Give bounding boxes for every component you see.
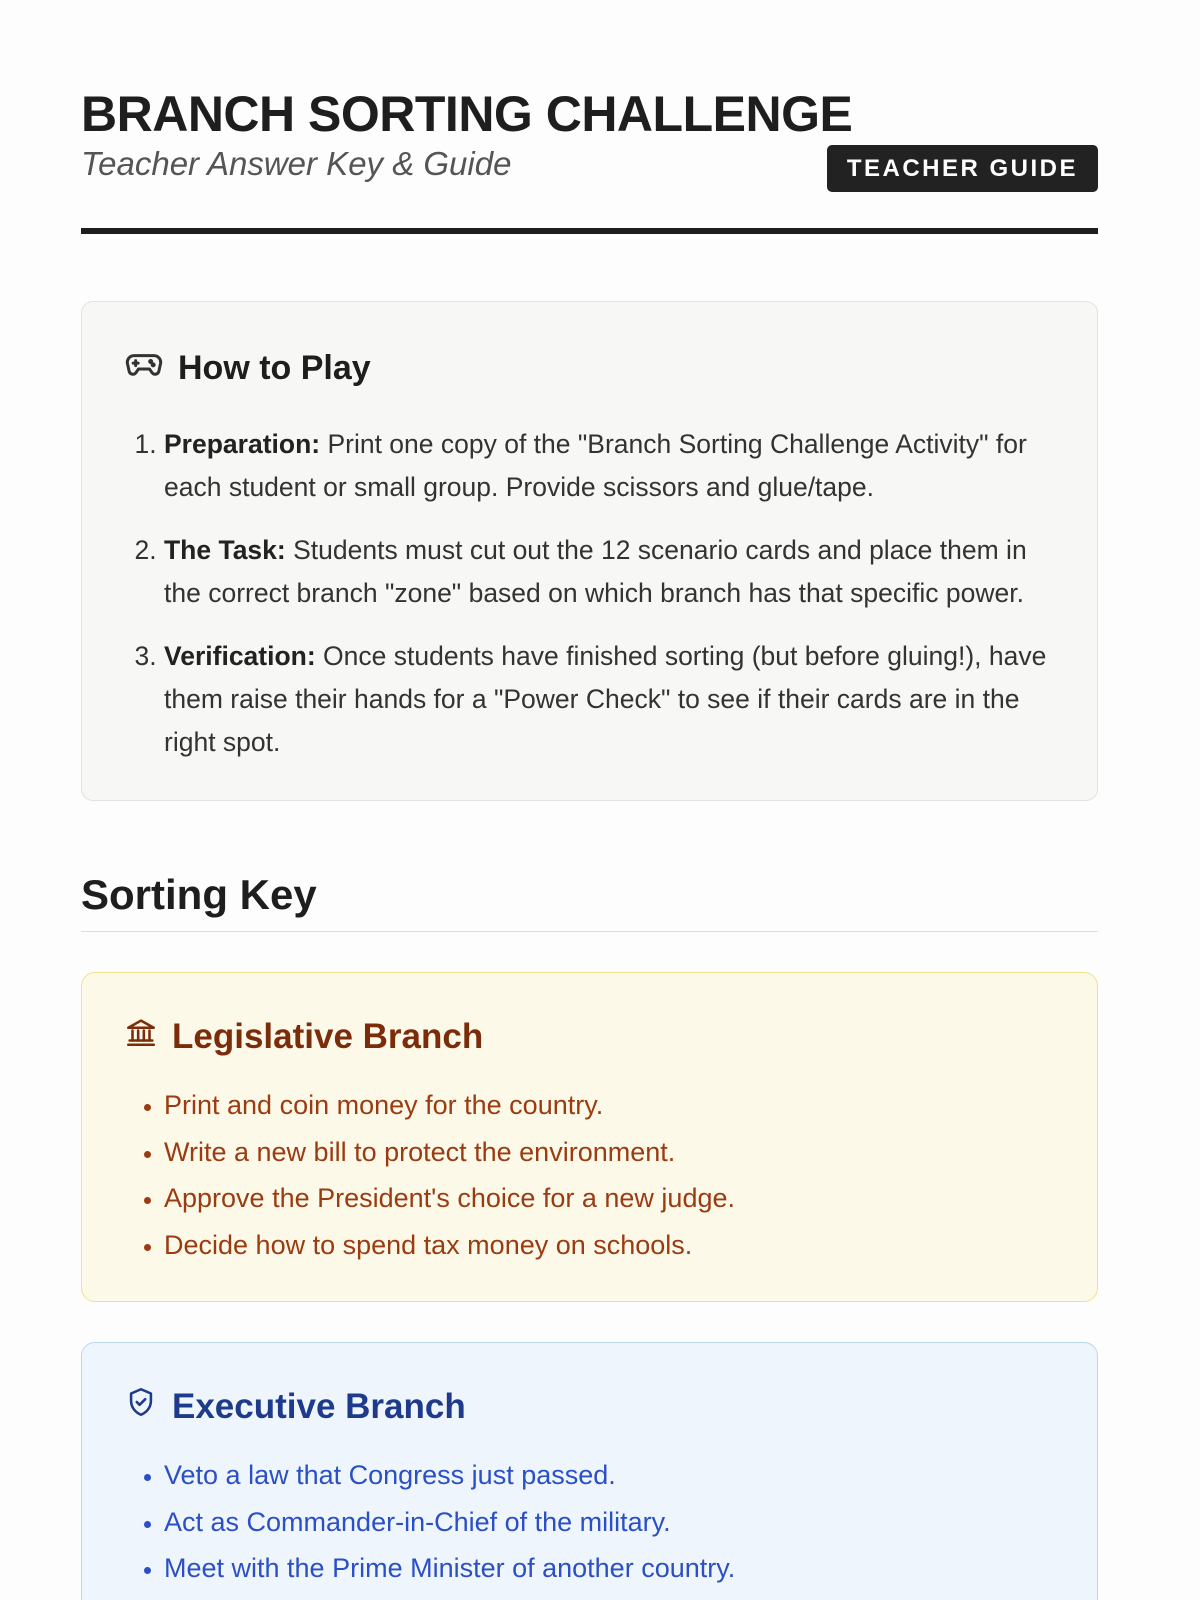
teacher-guide-badge: TEACHER GUIDE: [827, 145, 1098, 192]
executive-branch-title: Executive Branch: [172, 1386, 466, 1426]
executive-branch-heading: [124, 1385, 1057, 1428]
how-to-play-title: How to Play: [178, 349, 371, 387]
how-to-play-panel: [81, 301, 1098, 801]
list-item: • Act as Commander-in-Chief of the military.: [164, 1499, 1057, 1546]
legislative-branch-title: Legislative Branch: [172, 1016, 484, 1056]
step-label: The Task:: [164, 535, 286, 565]
instruction-step: [164, 529, 1057, 615]
step-text: Once students have finished sorting (but before gluing!), have them raise their hands for a "Power Check" to see if their cards are in the right spot.: [164, 641, 1047, 757]
list-item: • Veto a law that Congress just passed.: [164, 1452, 1057, 1499]
gamepad-icon: [124, 344, 164, 393]
instruction-step: [164, 423, 1057, 509]
instruction-steps: [124, 423, 1057, 764]
list-item: • Decide how to spend tax money on schools.: [164, 1222, 1057, 1269]
capitol-building-icon: [124, 1015, 158, 1058]
list-item: • Meet with the Prime Minister of another country.: [164, 1545, 1057, 1592]
executive-branch-card: [81, 1342, 1098, 1600]
step-text: Print one copy of the "Branch Sorting Challenge Activity" for each student or small group. Provide scissors and glue/tape.: [164, 429, 1027, 502]
list-item: • Approve the President's choice for a new judge.: [164, 1175, 1057, 1222]
shield-check-icon: [124, 1385, 158, 1428]
sorting-key-heading: Sorting Key: [81, 871, 1098, 932]
step-label: Verification:: [164, 641, 316, 671]
document-header: [81, 0, 1098, 234]
legislative-branch-heading: [124, 1015, 1057, 1058]
step-label: Preparation:: [164, 429, 321, 459]
page-title: BRANCH SORTING CHALLENGE: [81, 86, 853, 142]
list-item: • Write a new bill to protect the environment.: [164, 1129, 1057, 1176]
executive-powers-list: [124, 1452, 1057, 1592]
step-text: Students must cut out the 12 scenario cards and place them in the correct branch "zone" based on which branch has that specific power.: [164, 535, 1027, 608]
instruction-step: [164, 635, 1057, 764]
legislative-powers-list: [124, 1082, 1057, 1268]
how-to-play-heading: [124, 344, 1057, 393]
legislative-branch-card: [81, 972, 1098, 1302]
list-item: • Print and coin money for the country.: [164, 1082, 1057, 1129]
page-subtitle: Teacher Answer Key & Guide: [81, 145, 512, 182]
